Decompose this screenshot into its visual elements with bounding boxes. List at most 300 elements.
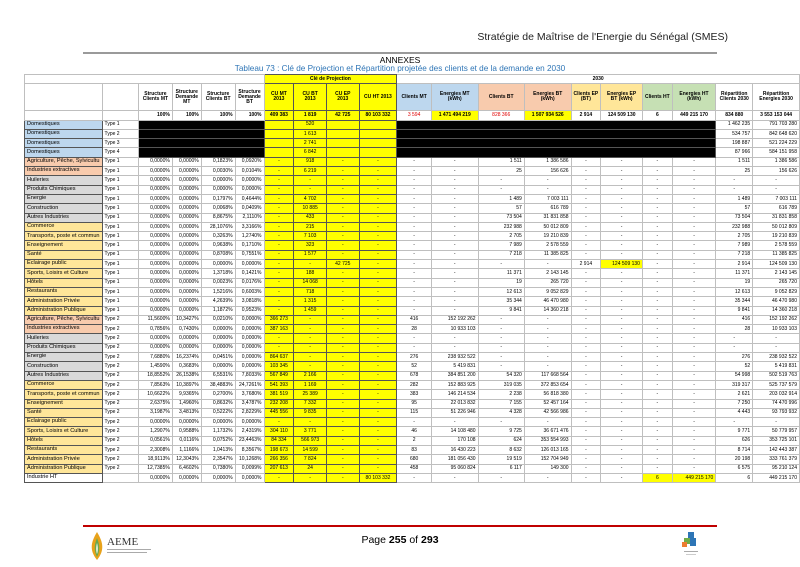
table-cell: 0,0000% [139,343,173,352]
table-cell: 0,0000% [201,473,235,482]
table-cell: 6 [642,473,672,482]
table-cell: 1,5216% [201,287,235,296]
table-row [25,194,800,203]
table-cell: 7 989 [478,241,524,250]
total-cell: 1 471 494 219 [431,111,478,120]
table-cell: 12 613 [478,287,524,296]
table-cell: 0,7856% [139,325,173,334]
table-cell: - [326,222,359,231]
table-cell: - [326,427,359,436]
table-cell: - [326,157,359,166]
table-cell: 52 [397,362,432,371]
table-cell: - [326,306,359,315]
table-cell: 19 [478,278,524,287]
type-label: Type 1 [102,120,138,129]
table-cell: - [359,157,397,166]
table-cell: - [524,315,571,324]
table-cell: 20 198 [716,455,753,464]
table-cell: 6,5531% [201,371,235,380]
table-cell: - [672,306,716,315]
sector-label: Domestiques [25,139,103,148]
table-cell: 566 973 [294,436,327,445]
table-cell: - [359,213,397,222]
table-cell: 0,0000% [235,353,264,362]
sector-label: Domestiques [25,148,103,157]
sector-label: Sports, Loisirs et Culture [25,427,103,436]
table-cell: - [359,399,397,408]
table-cell: 416 [716,315,753,324]
cu-cell: 1 613 [294,129,327,138]
total-cell: 3 594 [397,111,432,120]
sector-label: Industrie HT [25,473,103,482]
table-cell: - [571,306,601,315]
table-cell: 1,4590% [139,362,173,371]
empty-cell [102,111,138,120]
table-cell: - [601,371,643,380]
table-cell: - [601,353,643,362]
table-cell: 1 386 586 [524,157,571,166]
table-cell: 0,0000% [172,222,201,231]
table-cell: 1 315 [294,297,327,306]
cu-cell [326,139,359,148]
table-cell: 1 386 586 [753,157,800,166]
type-label: Type 2 [102,315,138,324]
table-cell: 0,0000% [139,269,173,278]
column-header: CU EP 2013 [326,84,359,111]
table-cell: 0,0000% [172,343,201,352]
table-cell: 50 012 809 [753,222,800,231]
table-cell: - [397,306,432,315]
table-cell: 56 818 380 [524,390,571,399]
empty-cell [25,111,103,120]
table-cell: 238 932 522 [753,353,800,362]
table-cell: 7 218 [716,250,753,259]
table-cell: 0,0000% [172,194,201,203]
table-cell: - [431,222,478,231]
column-header: Clients HT [642,84,672,111]
table-cell: - [672,278,716,287]
repartition-energies-cell: 842 648 620 [753,129,800,138]
cu-cell [264,120,294,129]
table-cell: 0,0000% [201,362,235,371]
table-cell: - [642,306,672,315]
table-cell: 7 989 [716,241,753,250]
table-cell: 2 [397,436,432,445]
table-cell: - [672,204,716,213]
table-cell: - [264,194,294,203]
table-cell: 9 052 829 [753,287,800,296]
table-cell: 46 470 980 [524,297,571,306]
sector-label: Domestiques [25,120,103,129]
table-cell: 7 003 111 [753,194,800,203]
table-cell: - [672,297,716,306]
table-cell: 36 671 476 [524,427,571,436]
table-cell: 8,8675% [201,213,235,222]
table-cell: 445 556 [264,408,294,417]
table-cell: - [642,418,672,427]
svg-text:AEME: AEME [107,536,139,548]
table-cell: 198 673 [264,445,294,454]
table-cell: - [326,353,359,362]
column-header: CU MT 2013 [264,84,294,111]
table-cell: - [359,427,397,436]
table-cell: 2 143 145 [753,269,800,278]
empty-cell [25,75,265,84]
table-cell: 2 705 [478,232,524,241]
table-cell: - [326,167,359,176]
table-cell: 1 169 [294,380,327,389]
table-cell: - [601,464,643,473]
table-cell: 3,0818% [235,297,264,306]
table-cell: 126 013 165 [524,445,571,454]
table-cell: 624 [478,436,524,445]
table-cell: - [601,455,643,464]
table-cell: 0,0000% [139,213,173,222]
table-cell: 22 013 832 [431,399,478,408]
table-cell: - [642,362,672,371]
table-cell: 4 702 [294,194,327,203]
table-cell: 6 117 [478,464,524,473]
table-cell: - [642,269,672,278]
table-cell: - [264,250,294,259]
table-cell: - [601,427,643,436]
table-cell: 152 192 262 [431,315,478,324]
table-cell: 5 419 831 [753,362,800,371]
total-cell: 2 914 [571,111,601,120]
table-cell: - [672,390,716,399]
type-label: Type 1 [102,185,138,194]
table-cell: 276 [716,353,753,362]
table-cell: - [672,455,716,464]
table-cell: - [326,334,359,343]
repartition-clients-cell: 1 462 235 [716,120,753,129]
table-cell: 14 108 480 [431,427,478,436]
table-cell: 52 [716,362,753,371]
column-header: Energies BT (kWh) [524,84,571,111]
sector-label: Construction [25,204,103,213]
table-cell: 4 328 [478,408,524,417]
table-cell: - [601,287,643,296]
table-cell: - [264,204,294,213]
cu-cell [359,148,397,157]
table-cell: - [359,194,397,203]
cu-cell [264,139,294,148]
table-cell: 718 [294,287,327,296]
table-cell: - [571,464,601,473]
table-cell: - [642,399,672,408]
table-cell: - [326,278,359,287]
table-cell: 2,3008% [139,445,173,454]
table-cell: - [478,473,524,482]
type-label: Type 2 [102,455,138,464]
sector-label: Commerce [25,222,103,231]
sector-label: Sports, Loisirs et Culture [25,269,103,278]
table-cell: 12,7385% [139,464,173,473]
table-cell: 93 793 932 [753,408,800,417]
table-cell: 16,2374% [172,353,201,362]
table-cell: - [397,176,432,185]
total-cell: 42 725 [326,111,359,120]
footer-rule [83,525,717,527]
table-cell: - [264,278,294,287]
table-cell: 11 371 [478,269,524,278]
table-cell: - [642,455,672,464]
table-cell: - [397,269,432,278]
sector-label: Produits Chimiques [25,343,103,352]
table-cell: - [571,167,601,176]
column-header: Clients EP (BT) [571,84,601,111]
table-cell: 266 356 [264,455,294,464]
table-cell: - [294,185,327,194]
table-cell: 0,0000% [139,222,173,231]
table-cell: 7 824 [294,455,327,464]
table-cell: - [672,418,716,427]
table-cell: 0,0920% [235,157,264,166]
table-cell: 0,0000% [139,204,173,213]
table-cell: 0,0000% [139,167,173,176]
table-cell: - [601,436,643,445]
table-cell: 0,0000% [172,176,201,185]
table-row [25,129,800,138]
table-cell: - [431,241,478,250]
table-cell: - [326,185,359,194]
table-cell: - [431,213,478,222]
total-cell: 1 819 [294,111,327,120]
table-cell: - [264,260,294,269]
table-cell: 0,0000% [201,334,235,343]
table-cell: - [431,278,478,287]
redacted-cell [139,139,265,148]
table-cell: 232 208 [264,399,294,408]
table-cell: 152 192 262 [753,315,800,324]
group-header-2030: 2030 [397,75,800,84]
table-cell: 0,0000% [235,473,264,482]
table-cell: 0,1421% [235,269,264,278]
table-cell: 0,0000% [172,334,201,343]
column-header: Clients MT [397,84,432,111]
column-header: CU BT 2013 [294,84,327,111]
table-cell: - [672,353,716,362]
table-cell: 2,4319% [235,427,264,436]
table-cell: - [672,334,716,343]
table-cell: 9 841 [478,306,524,315]
table-cell: 0,0000% [235,185,264,194]
table-cell: - [524,362,571,371]
table-cell: - [431,250,478,259]
column-header: Structure Demande MT [172,84,201,111]
sector-label: Hôtels [25,278,103,287]
table-cell: - [601,445,643,454]
table-cell: - [601,222,643,231]
table-cell: 0,9588% [172,427,201,436]
type-label: Type 1 [102,194,138,203]
table-cell: - [642,353,672,362]
table-cell: 0,0000% [172,213,201,222]
table-cell: - [753,185,800,194]
table-cell: - [359,436,397,445]
group-header-cle: Clé de Projection [264,75,397,84]
table-cell: - [326,287,359,296]
table-cell: - [601,380,643,389]
table-cell: - [571,194,601,203]
sector-label: Huileries [25,176,103,185]
table-cell: 5 419 831 [431,362,478,371]
sector-label: Restaurants [25,445,103,454]
table-cell: - [571,427,601,436]
table-cell: - [571,269,601,278]
redacted-cell [397,120,716,129]
cu-cell [326,120,359,129]
sector-label: Autres Industries [25,371,103,380]
table-cell: - [397,204,432,213]
table-cell: 7,6880% [139,353,173,362]
table-cell: - [571,390,601,399]
table-cell: - [672,464,716,473]
table-cell: - [326,408,359,417]
table-cell: - [716,343,753,352]
table-cell: 51 226 946 [431,408,478,417]
table-cell: - [571,315,601,324]
table-cell: 6 [716,473,753,482]
table-cell: 7 103 [294,232,327,241]
table-cell: - [326,269,359,278]
table-cell: - [571,157,601,166]
table-cell: 2 621 [716,390,753,399]
table-cell: - [642,464,672,473]
table-cell: - [672,399,716,408]
table-row [25,250,800,259]
table-cell: - [524,176,571,185]
table-cell: - [601,204,643,213]
table-cell: 0,0000% [139,418,173,427]
table-cell: - [524,343,571,352]
table-cell: 4,2639% [201,297,235,306]
table-cell: - [264,269,294,278]
column-header: Répartition Clients 2030 [716,84,753,111]
table-cell: - [672,408,716,417]
table-cell: 0,3683% [172,362,201,371]
repartition-energies-cell: 791 703 280 [753,120,800,129]
table-cell: 83 [397,445,432,454]
table-cell: - [571,418,601,427]
table-cell: - [294,334,327,343]
table-cell: - [264,306,294,315]
type-label: Type 1 [102,278,138,287]
table-cell: 0,0000% [139,306,173,315]
total-cell: 409 383 [264,111,294,120]
table-cell: 0,0000% [172,260,201,269]
table-cell: - [642,390,672,399]
table-cell: - [359,325,397,334]
cu-cell [264,129,294,138]
table-cell: 11,5600% [139,315,173,324]
total-cell: 3 553 153 044 [753,111,800,120]
sector-label: Administration Publique [25,464,103,473]
table-cell: 1,2907% [139,427,173,436]
table-cell: - [601,306,643,315]
table-cell: 149 300 [524,464,571,473]
repartition-energies-cell: 584 151 958 [753,148,800,157]
table-cell: - [397,343,432,352]
table-cell: 0,6003% [235,287,264,296]
table-cell: - [359,167,397,176]
table-cell: 31 831 858 [524,213,571,222]
table-row [25,278,800,287]
repartition-clients-cell: 87 966 [716,148,753,157]
table-cell: - [571,176,601,185]
table-cell: - [601,194,643,203]
type-label: Type 1 [102,167,138,176]
table-cell: - [264,157,294,166]
table-cell: - [264,222,294,231]
table-cell: 10,1268% [235,455,264,464]
table-cell: 0,0000% [139,176,173,185]
table-cell: - [397,334,432,343]
table-cell: - [359,306,397,315]
type-label: Type 2 [102,334,138,343]
table-cell: 46 470 980 [753,297,800,306]
table-cell: 18,9113% [139,455,173,464]
sector-label: Santé [25,408,103,417]
projection-table [24,74,800,483]
table-row [25,455,800,464]
table-cell: - [359,232,397,241]
table-cell: 84 334 [264,436,294,445]
table-cell: 10,3427% [172,315,201,324]
cu-cell [264,148,294,157]
table-cell: - [601,176,643,185]
table-cell: 73 504 [716,213,753,222]
table-cell: - [431,185,478,194]
table-cell: 1,2740% [235,232,264,241]
table-cell: - [326,176,359,185]
table-cell: - [571,278,601,287]
redacted-cell [139,120,265,129]
table-cell: - [294,473,327,482]
table-cell: - [571,241,601,250]
table-cell: - [571,185,601,194]
table-cell: - [571,445,601,454]
table-cell: 0,0000% [235,260,264,269]
table-cell: - [601,473,643,482]
table-cell: - [326,325,359,334]
sector-label: Autres Industries [25,213,103,222]
table-cell: - [601,269,643,278]
table-cell: 10 933 103 [431,325,478,334]
table-row [25,334,800,343]
table-cell: 0,0000% [235,343,264,352]
table-cell: - [524,325,571,334]
table-cell: 7 332 [294,399,327,408]
cu-cell: 6 842 [294,148,327,157]
redacted-cell [397,139,716,148]
table-cell: 12,3043% [172,455,201,464]
table-cell: - [431,306,478,315]
table-cell: 626 [716,436,753,445]
table-cell: - [753,343,800,352]
table-cell: - [431,287,478,296]
table-cell: 50 779 957 [753,427,800,436]
table-cell: - [359,204,397,213]
table-row [25,232,800,241]
table-cell: 25 [478,167,524,176]
table-cell: - [601,167,643,176]
table-cell: 0,0000% [139,260,173,269]
table-cell: - [571,436,601,445]
table-cell: - [326,390,359,399]
table-cell: - [264,241,294,250]
table-cell: 0,0000% [201,260,235,269]
